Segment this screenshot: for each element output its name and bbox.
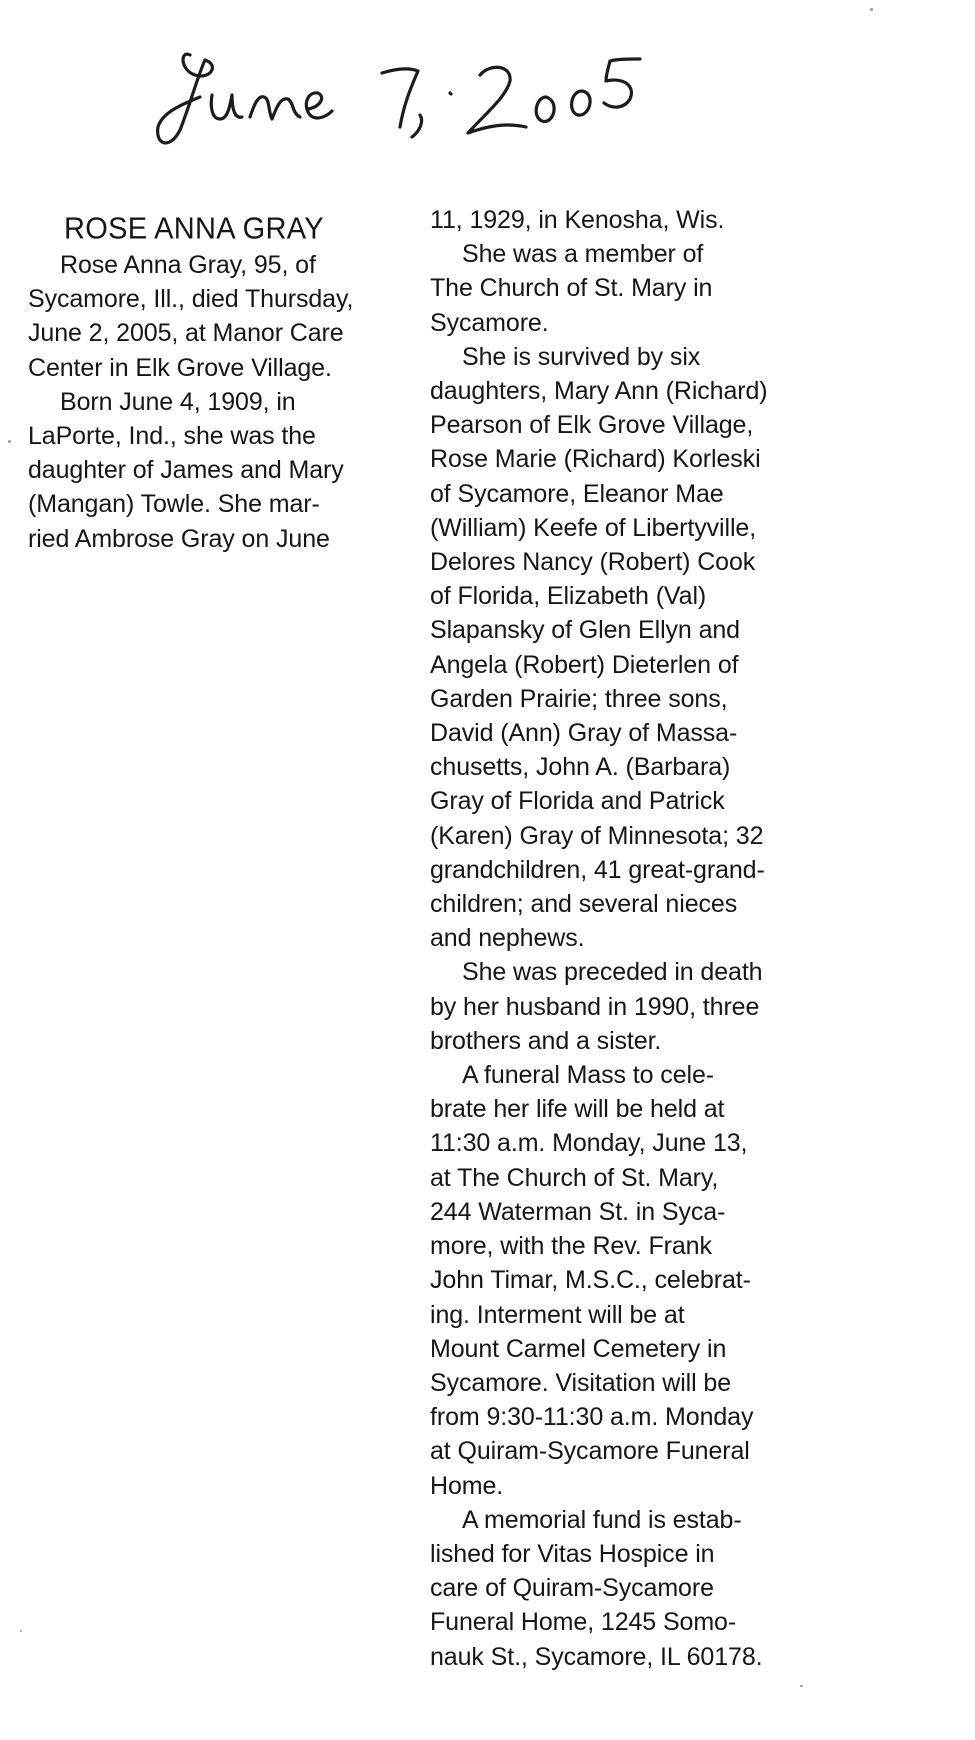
text-line: Gray of Florida and Patrick	[430, 787, 725, 816]
text-line: brothers and a sister.	[430, 1026, 662, 1055]
text-line: She is survived by six	[462, 342, 701, 371]
text-line: Sycamore. Visitation will be	[430, 1368, 732, 1397]
scan-speck	[870, 8, 873, 11]
text-line: ried Ambrose Gray on June	[28, 524, 330, 553]
text-line: She was a member of	[462, 240, 704, 269]
text-line: David (Ann) Gray of Massa-	[430, 719, 738, 748]
right-column	[430, 203, 830, 1674]
text-line: Funeral Home, 1245 Somo-	[430, 1608, 737, 1637]
right-column-text	[430, 203, 830, 1674]
text-line: of Florida, Elizabeth (Val)	[430, 582, 707, 611]
scan-speck	[20, 1630, 22, 1632]
handwritten-date-ink	[150, 35, 650, 165]
text-line: care of Quiram-Sycamore	[430, 1574, 714, 1603]
text-line: children; and several nieces	[430, 890, 738, 919]
scan-speck	[8, 440, 11, 443]
text-line: and nephews.	[430, 924, 585, 953]
text-line: Home.	[430, 1471, 504, 1500]
text-line: at Quiram-Sycamore Funeral	[430, 1437, 750, 1466]
text-line: lished for Vitas Hospice in	[430, 1539, 715, 1568]
text-line: A funeral Mass to cele-	[462, 1061, 714, 1090]
text-line: Garden Prairie; three sons,	[430, 684, 728, 713]
text-line: Pearson of Elk Grove Village,	[430, 411, 754, 440]
text-line: Angela (Robert) Dieterlen of	[430, 650, 739, 679]
text-line: The Church of St. Mary in	[430, 274, 713, 303]
handwritten-date	[150, 35, 650, 165]
text-line: A memorial fund is estab-	[462, 1505, 742, 1534]
text-line: Sycamore, Ill., died Thursday,	[28, 285, 354, 314]
text-line: nauk St., Sycamore, IL 60178.	[430, 1642, 763, 1671]
text-line: (Karen) Gray of Minnesota; 32	[430, 821, 764, 850]
text-line: Rose Marie (Richard) Korleski	[430, 445, 761, 474]
text-line: daughters, Mary Ann (Richard)	[430, 377, 768, 406]
text-line: Slapansky of Glen Ellyn and	[430, 616, 740, 645]
text-line: daughter of James and Mary	[28, 456, 344, 485]
text-line: from 9:30-11:30 a.m. Monday	[430, 1403, 754, 1432]
text-line: brate her life will be held at	[430, 1095, 725, 1124]
text-line: ing. Interment will be at	[430, 1300, 685, 1329]
text-line: June 2, 2005, at Manor Care	[28, 319, 344, 348]
text-line: 244 Waterman St. in Syca-	[430, 1197, 726, 1226]
text-line: chusetts, John A. (Barbara)	[430, 753, 731, 782]
text-line: of Sycamore, Eleanor Mae	[430, 479, 724, 508]
text-line: Mount Carmel Cemetery in	[430, 1334, 727, 1363]
text-line: grandchildren, 41 great-grand-	[430, 855, 765, 884]
obituary-headline: ROSE ANNA GRAY	[64, 212, 324, 246]
text-line: Delores Nancy (Robert) Cook	[430, 548, 756, 577]
text-line: 11:30 a.m. Monday, June 13,	[430, 1129, 748, 1158]
text-line: at The Church of St. Mary,	[430, 1163, 719, 1192]
text-line: (Mangan) Towle. She mar-	[28, 490, 320, 519]
text-line: John Timar, M.S.C., celebrat-	[430, 1266, 751, 1295]
text-line: by her husband in 1990, three	[430, 992, 760, 1021]
text-line: 11, 1929, in Kenosha, Wis.	[430, 206, 725, 234]
text-line: Sycamore.	[430, 308, 549, 337]
text-line: Born June 4, 1909, in	[60, 387, 296, 416]
text-line: She was preceded in death	[462, 958, 763, 987]
text-line: LaPorte, Ind., she was the	[28, 422, 316, 451]
text-line: more, with the Rev. Frank	[430, 1232, 712, 1261]
text-line: Center in Elk Grove Village.	[28, 353, 332, 382]
scan-speck	[800, 1685, 803, 1687]
text-line: Rose Anna Gray, 95, of	[60, 251, 316, 279]
text-line: (William) Keefe of Libertyville,	[430, 513, 757, 542]
left-column-text	[28, 248, 400, 556]
left-column	[28, 210, 400, 556]
